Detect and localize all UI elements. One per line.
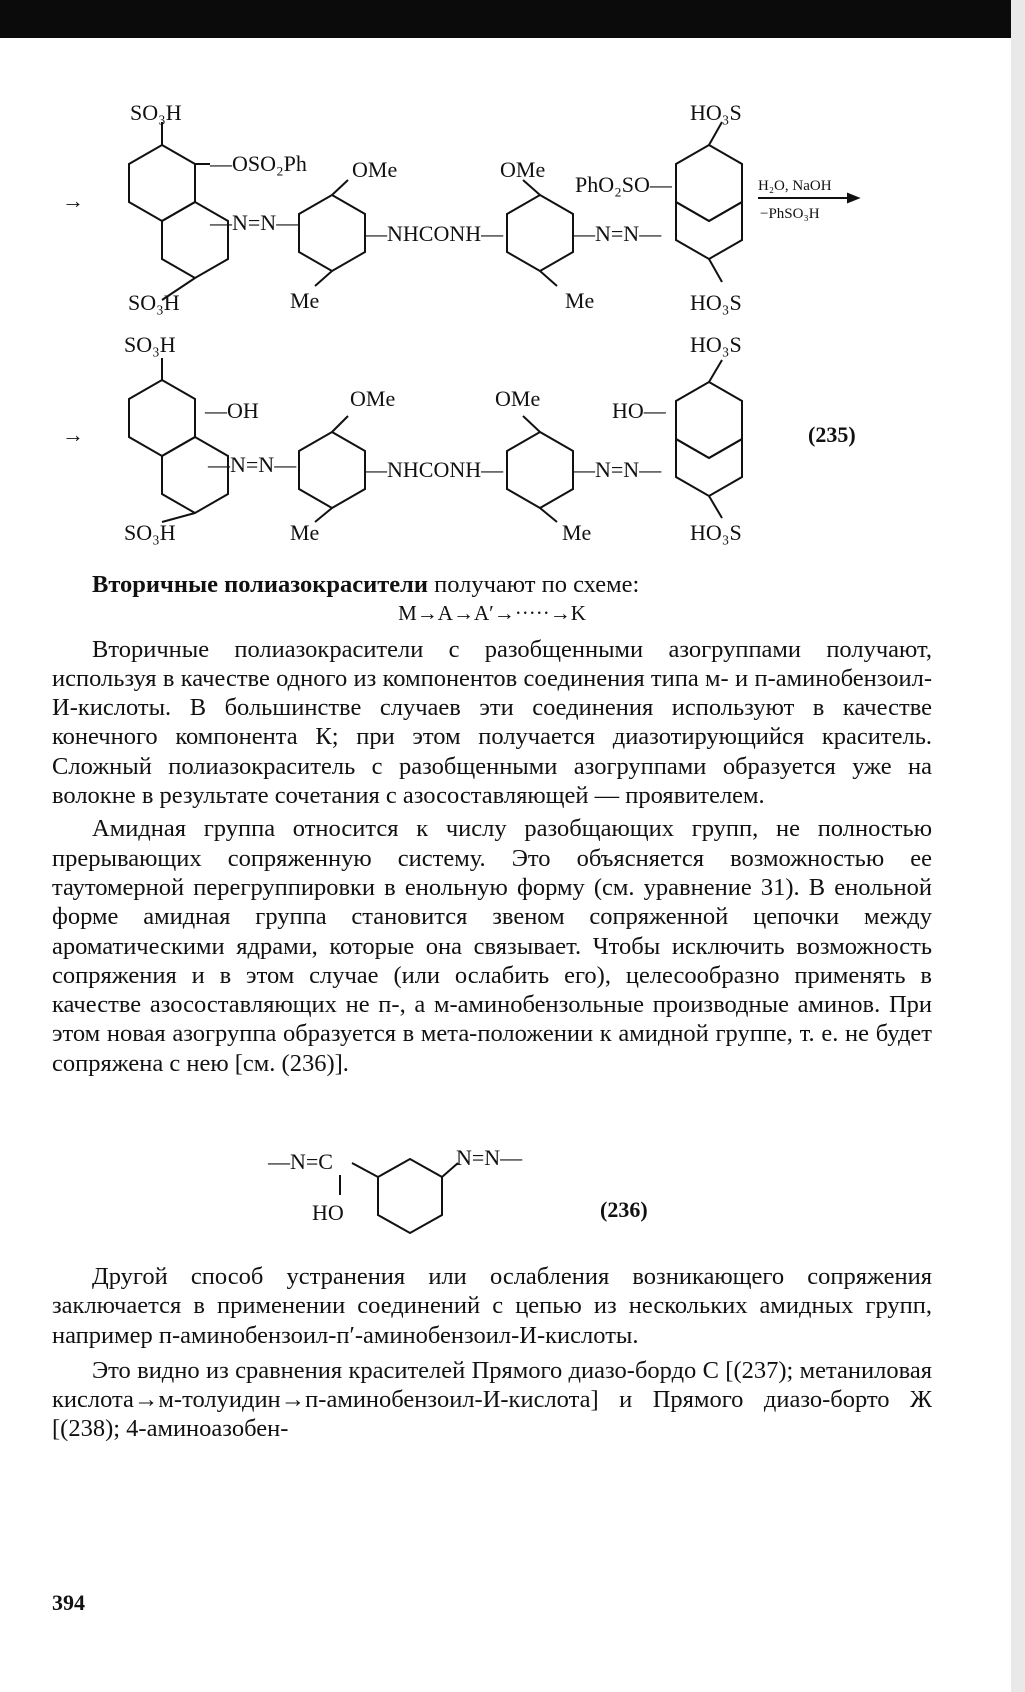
ho3s-top-right: HO₃S <box>690 100 742 125</box>
top-scan-border <box>0 0 1025 38</box>
benzene-ring-left-2 <box>299 432 365 508</box>
structure-236-drawing <box>0 1135 1000 1255</box>
compound-number-235: (235) <box>808 422 856 447</box>
paragraph-intro <box>52 570 932 599</box>
paragraph-5: Это видно из сравнения красителей Прямого диазо-бордо С [(237); метаниловая кислота→м-толуидин→п-аминобензоил-И-кислота] и Прямого диазо-борто Ж [(238); 4-аминоазобен- <box>52 1356 932 1443</box>
ome-left: OMe <box>352 157 398 182</box>
ho3s-top-right-2: HO₃S <box>690 332 742 357</box>
ome-right: OMe <box>500 157 546 182</box>
intro-rest: получают по схеме: <box>427 571 640 598</box>
scheme-line: M→A→A′→·····→K <box>398 601 586 626</box>
arrow-in-bottom: → <box>62 422 84 447</box>
naphthalene-ring-right-c <box>676 382 742 458</box>
me-right: Me <box>565 288 595 313</box>
paragraph-2: Вторичные полиазокрасители с разобщенными азогруппами получают, используя в качестве одного из компонентов соединения типа м- и п-аминобензоил-И-кислоты. В большинстве случаев эти соединения используют в качестве конечного компонента К; при этом получается диазотирующийся краситель. Сложный полиазокраситель с разобщенными азогруппами образуется уже на волокне в результате сочетания с азосоставляющей — проявителем. <box>52 635 932 810</box>
substituent-right: PhO₂SO— <box>575 172 672 197</box>
structure-236 <box>0 1135 1025 1255</box>
conditions-bottom: −PhSO₃H <box>760 206 820 222</box>
term-secondary-dyes: Вторичные полиазокрасители <box>92 571 428 598</box>
benzene-ring-236 <box>378 1159 442 1233</box>
paragraph-3: Амидная группа относится к числу разобщающих групп, не полностью прерывающих сопряженную систему. Это объясняется возможностью ее таутомерной перегруппировки в енольную форму (см. уравнение 31). В енольной форме амидная группа становится звеном сопряженной цепочки между ароматическими ядрами, которые она связывает. Чтобы исключить возможность сопряжения и в этом случае (или ослабить его), целесообразно применять в качестве азосоставляющих не п-, а м-аминобензольные производные аминов. При этом новая азогруппа образуется в мета-положении к амидной группе, т. е. не будет сопряжена с нею [см. (236)]. <box>52 815 932 1077</box>
linker-top: —NHCONH— <box>365 221 504 246</box>
naphthalene-ring-right-d <box>676 439 742 496</box>
so3h-bottom-left-2: SO₃H <box>124 520 176 545</box>
ho-group: HO <box>312 1200 344 1225</box>
naphthalene-ring-right-a <box>676 145 742 221</box>
substituent-left: —OSO₂Ph <box>210 151 307 176</box>
ome-left-2: OMe <box>350 386 396 411</box>
benzene-ring-right <box>507 195 573 271</box>
azo-left: —N=N— <box>210 210 299 235</box>
scheme-235-drawing <box>0 100 1000 560</box>
azo-group-236: N=N— <box>456 1145 523 1170</box>
azo-left-2: —N=N— <box>208 452 297 477</box>
naphthalene-ring-left-c <box>129 380 195 456</box>
azo-right: —N=N— <box>573 221 662 246</box>
text-block-upper <box>52 570 932 1078</box>
oh-left: —OH <box>205 398 259 423</box>
benzene-ring-left <box>299 195 365 271</box>
ho3s-bottom-right: HO₃S <box>690 290 742 315</box>
so3h-top-left: SO₃H <box>130 100 182 125</box>
naphthalene-ring-left-a <box>129 145 195 221</box>
so3h-bottom-left: SO₃H <box>128 290 180 315</box>
me-left: Me <box>290 288 320 313</box>
page-number: 394 <box>52 1590 85 1615</box>
compound-number-236: (236) <box>600 1197 648 1222</box>
n-eq-c-group: —N=C <box>268 1149 333 1174</box>
me-left-2: Me <box>290 520 320 545</box>
arrow-in-top: → <box>62 188 84 213</box>
text-block-lower <box>52 1262 932 1444</box>
linker-bottom: —NHCONH— <box>365 457 504 482</box>
so3h-top-left-2: SO₃H <box>124 332 176 357</box>
conditions-top: H₂O, NaOH <box>758 178 832 194</box>
naphthalene-ring-right-b <box>676 202 742 259</box>
reaction-scheme-235 <box>0 100 1025 560</box>
me-right-2: Me <box>562 520 592 545</box>
ho3s-bottom-right-2: HO₃S <box>690 520 742 545</box>
ho-right: HO— <box>612 398 666 423</box>
benzene-ring-right-2 <box>507 432 573 508</box>
paragraph-4: Другой способ устранения или ослабления возникающего сопряжения заключается в применении соединений с цепью из нескольких амидных групп, например п-аминобензоил-п′-аминобензоил-И-кислоты. <box>52 1263 932 1349</box>
azo-right-2: —N=N— <box>573 457 662 482</box>
ome-right-2: OMe <box>495 386 541 411</box>
